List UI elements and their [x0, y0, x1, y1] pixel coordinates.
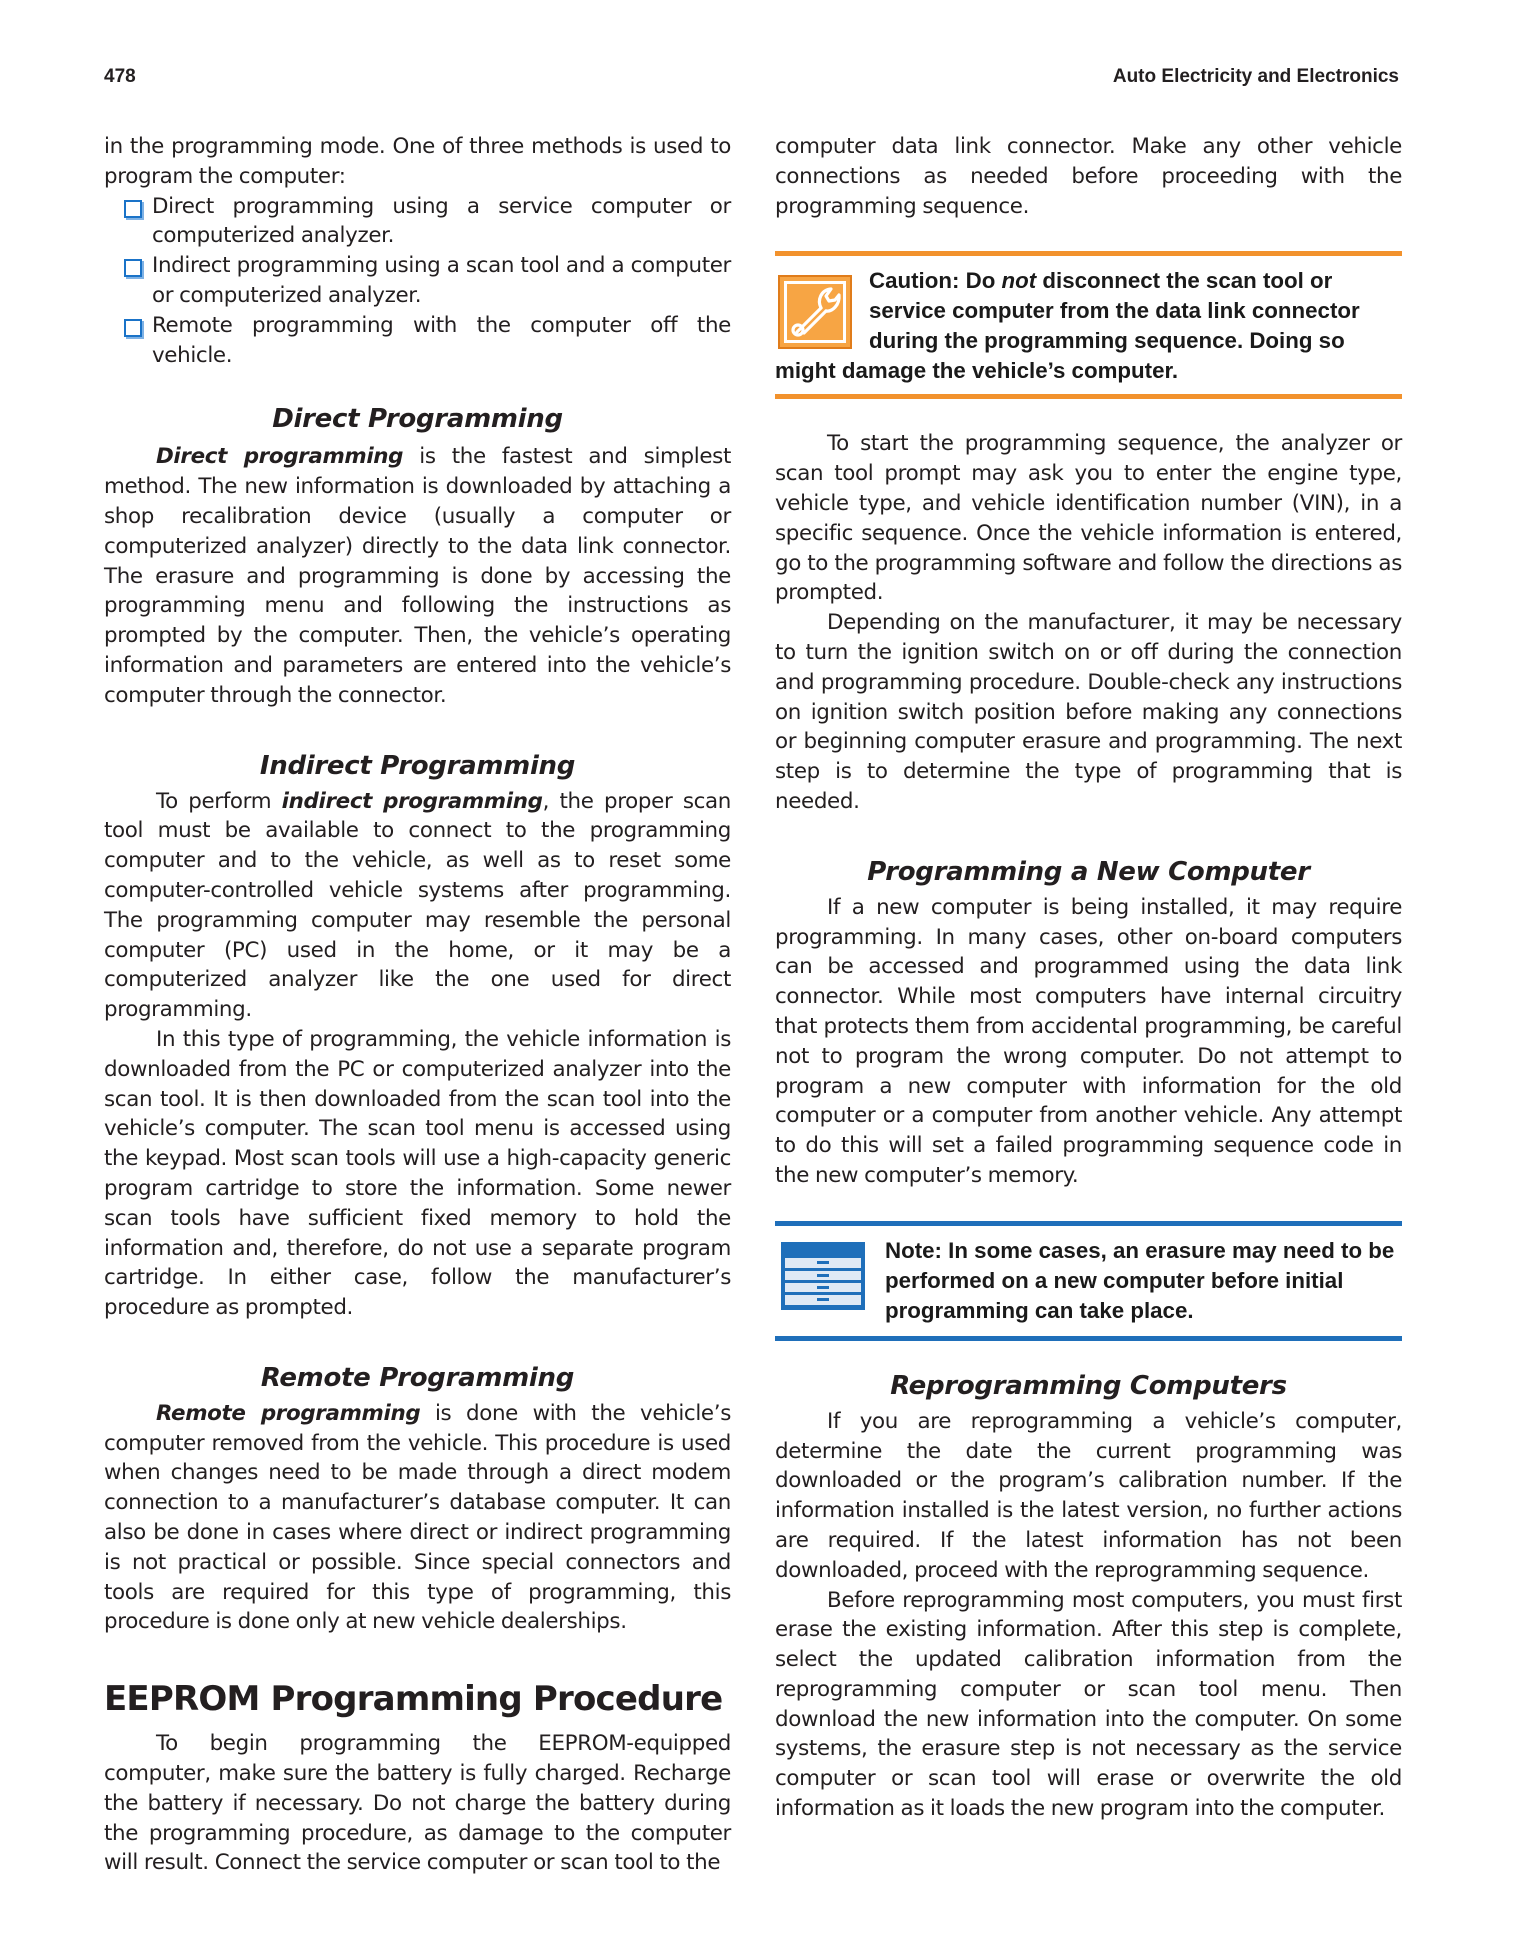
- new-computer-paragraph: If a new computer is being installed, it may require programming. In many cases, other on-board computers can be accessed and programmed using the data link connector. While most computers have internal circuitry that protects them from accidental programming, be careful not to program the wrong computer. Do not attempt to program a new computer with information for the old computer or a computer from another vehicle. Any attempt to do this will set a failed programming sequence code in the new computer’s memory.: [775, 894, 1402, 1188]
- reprogramming-paragraph-1: If you are reprogramming a vehicle’s computer, determine the date the current programming was downloaded or the program’s calibration number. If the information installed is the latest version, no further actions are required. If the latest information has not been downloaded, proceed with the reprogramming sequence.: [775, 1408, 1402, 1583]
- heading-eeprom-procedure: EEPROM Programming Procedure: [104, 1679, 723, 1720]
- toolbox-icon: [777, 1240, 869, 1317]
- caution-callout: [775, 251, 1402, 399]
- note-callout: [775, 1221, 1402, 1341]
- heading-reprogramming-computers: Reprogramming Computers: [890, 1370, 1287, 1401]
- running-title: Auto Electricity and Electronics: [1112, 66, 1399, 87]
- checkbox-bullet-icon: [124, 200, 142, 218]
- start-paragraph-2: Depending on the manufacturer, it may be necessary to turn the ignition switch on or off during the connection and programming procedure. Double-check any instructions on ignition switch position before making any connections or beginning computer erasure and programming. The next step is to determine the type of programming that is needed.: [775, 610, 1402, 814]
- page-number: 478: [104, 66, 136, 87]
- indirect-paragraph-1: To perform indirect programming, the proper scan tool must be available to connect to the programming computer and to the vehicle, as well as to reset some computer-controlled vehicle systems after programming. The programming computer may resemble the personal computer (PC) used in the home, or it may be a computerized analyzer like the one used for direct programming.: [104, 788, 731, 1023]
- page-header: [104, 66, 1399, 96]
- left-column: [104, 132, 731, 1878]
- term-indirect-programming: indirect programming: [281, 788, 543, 814]
- heading-programming-new-computer: Programming a New Computer: [867, 856, 1310, 887]
- heading-remote-programming: Remote Programming: [260, 1362, 575, 1393]
- caution-text: Caution: Do not disconnect the scan tool or service computer from the data link connector during the programming sequence. Doing so might damage the vehicle’s computer.: [775, 268, 1360, 384]
- heading-indirect-programming: Indirect Programming: [259, 750, 576, 781]
- reprogramming-paragraph-2: Before reprogramming most computers, you must first erase the existing information. After this step is complete, select the updated calibration information from the reprogramming computer or scan tool menu. Then download the new information into the computer. On some systems, the erasure step is not necessary as the service computer or scan tool will erase or overwrite the old information as it loads the new program into the computer.: [775, 1587, 1402, 1822]
- remote-paragraph: Remote programming is done with the vehicle’s computer removed from the vehicle. This procedure is used when changes need to be made through a direct modem connection to a manufacturer’s database computer. It can also be done in cases where direct or indirect programming is not practical or possible. Since special connectors and tools are required for this type of programming, this procedure is done only at new vehicle dealerships.: [104, 1400, 731, 1635]
- note-text: Note: In some cases, an erasure may need to be performed on a new computer before initial programming can take place.: [885, 1237, 1395, 1323]
- direct-paragraph: Direct programming is the fastest and simplest method. The new information is downloaded by attaching a shop recalibration device (usually a computer or computerized analyzer) directly to the data link connector. The erasure and programming is done by accessing the programming menu and following the instructions as prompted by the computer. Then, the vehicle’s operating information and parameters are entered into the vehicle’s computer through the connector.: [104, 444, 732, 708]
- right-column: [775, 132, 1402, 1824]
- checkbox-bullet-icon: [124, 319, 142, 337]
- list-item: Indirect programming using a scan tool and a computer or computerized analyzer.: [122, 251, 731, 311]
- checkbox-bullet-icon: [124, 259, 142, 277]
- list-item: Direct programming using a service computer or computerized analyzer.: [122, 192, 731, 252]
- intro-paragraph: in the programming mode. One of three methods is used to program the computer:: [104, 134, 731, 189]
- wrench-icon: [777, 274, 853, 355]
- heading-direct-programming: Direct Programming: [272, 404, 563, 435]
- list-item: Remote programming with the computer off the vehicle.: [122, 311, 731, 371]
- continuation-paragraph: computer data link connector. Make any other vehicle connections as needed before proceeding with the programming sequence.: [775, 134, 1402, 219]
- term-direct-programming: Direct programming: [156, 444, 404, 470]
- start-paragraph-1: To start the programming sequence, the analyzer or scan tool prompt may ask you to enter the engine type, vehicle type, and vehicle identification number (VIN), in a specific sequence. Once the vehicle information is entered, go to the programming software and follow the directions as prompted.: [775, 431, 1402, 606]
- indirect-paragraph-2: In this type of programming, the vehicle information is downloaded from the PC or computerized analyzer into the scan tool. It is then downloaded from the scan tool into the vehicle’s computer. The scan tool menu is accessed using the keypad. Most scan tools will use a high-capacity generic program cartridge to store the information. Some newer scan tools have sufficient fixed memory to hold the information and, therefore, do not use a separate program cartridge. In either case, follow the manufacturer’s procedure as prompted.: [104, 1026, 731, 1321]
- methods-list: [104, 192, 731, 371]
- eeprom-paragraph: To begin programming the EEPROM-equipped computer, make sure the battery is fully charged. Recharge the battery if necessary. Do not charge the battery during the programming procedure, as damage to the computer will result. Connect the service computer or scan tool to the: [104, 1731, 731, 1876]
- term-remote-programming: Remote programming: [156, 1400, 421, 1426]
